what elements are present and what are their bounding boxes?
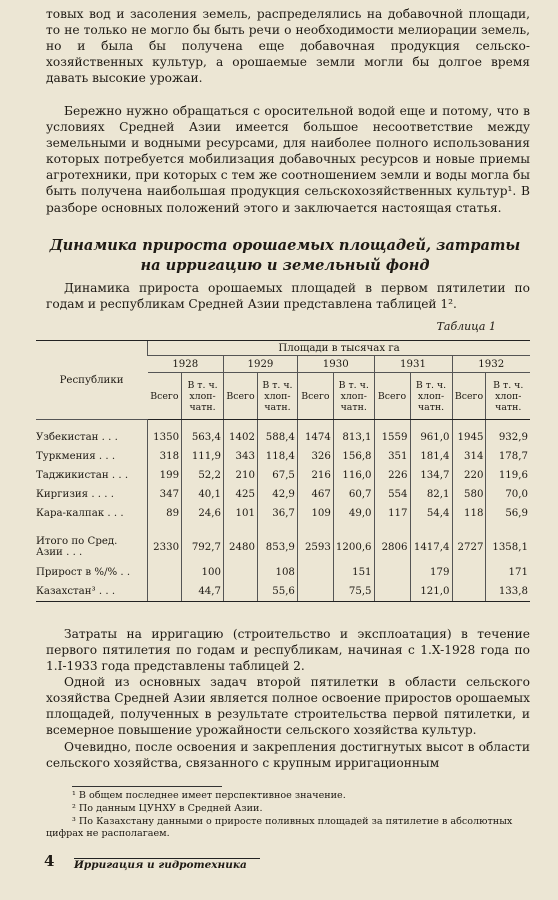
table-cell: 220 (452, 466, 486, 485)
table-cell: 178,7 (486, 447, 530, 466)
table-cell: 199 (148, 466, 182, 485)
table-cell (148, 563, 182, 582)
after-paragraph-2: Одной из основных задач второй пятилетки в области сельского хозяйства Средней Азии является полное освоение приростов орошаемых площадей, полученных в результате строительства первой пятилетки, и всемерное повышение урожайности сельского хозяйства культур. (46, 675, 530, 738)
table-cell: 1559 (374, 428, 410, 447)
table-cell: 314 (452, 447, 486, 466)
table-cell: 580 (452, 485, 486, 504)
table-cell: 117 (374, 504, 410, 523)
table-body (36, 420, 530, 602)
group-header: Площади в тысячах га (148, 341, 530, 356)
table-row (36, 531, 530, 563)
table-cell: 813,1 (333, 428, 374, 447)
table-cell: 56,9 (486, 504, 530, 523)
table-cell: 100 (182, 563, 224, 582)
table-cell: 2806 (374, 531, 410, 563)
sub-header-cotton: В т. ч. хлоп-чатн. (182, 373, 224, 420)
table-cell: 425 (224, 485, 258, 504)
table-cell: 156,8 (333, 447, 374, 466)
table-row (36, 447, 530, 466)
table-cell: 108 (257, 563, 297, 582)
table-cell: 216 (297, 466, 333, 485)
footnote-divider (72, 786, 222, 787)
table-cell: 121,0 (410, 582, 452, 602)
table-cell: 853,9 (257, 531, 297, 563)
sub-header-cotton: В т. ч. хлоп-чатн. (486, 373, 530, 420)
sub-header-total: Всего (297, 373, 333, 420)
sub-header-total: Всего (452, 373, 486, 420)
table-cell: 563,4 (182, 428, 224, 447)
table-cell: 347 (148, 485, 182, 504)
table-cell: 55,6 (257, 582, 297, 602)
table-cell (452, 582, 486, 602)
intro-paragraph-2: Бережно нужно обращаться с оросительной водой еще и потому, что в условиях Средней Азии имеется большое несоответствие между земельными и водными ресурсами, для наиболее полного использования которых потребуется мобилизация добавочных ресурсов и новые приемы агротехники, при которых с тем же соотношением земли и воды могла бы быть получена наибольшая продукция сельскохозяйственных культур¹. В разборе основных положений этого и заключается настоящая статья. (46, 104, 530, 215)
table-cell: 54,4 (410, 504, 452, 523)
table-cell: 118,4 (257, 447, 297, 466)
table-cell: 2480 (224, 531, 258, 563)
row-label: Туркмения . . . (36, 451, 116, 462)
after-paragraph-1: Затраты на ирригацию (строительство и эксплоатация) в течение первого пятилетия по годам и республикам, начиная с 1.X-1928 года по 1.I-1933 года представлены таблицей 2. (46, 627, 530, 674)
footnote-2: ² По данным ЦУНХУ в Средней Азии. (72, 803, 263, 814)
table-cell (224, 563, 258, 582)
table-intro-paragraph: Динамика прироста орошаемых площадей в первом пятилетии по годам и республикам Средней Азии представлена таблицей 1². (46, 281, 530, 312)
year-header: 1932 (452, 356, 530, 373)
table-cell: 89 (148, 504, 182, 523)
table-cell: 109 (297, 504, 333, 523)
table-cell: 1358,1 (486, 531, 530, 563)
sub-header-total: Всего (374, 373, 410, 420)
table-cell: 82,1 (410, 485, 452, 504)
table-cell: 44,7 (182, 582, 224, 602)
row-label: Таджикистан . . . (36, 470, 129, 481)
sub-header-total: Всего (224, 373, 258, 420)
table-cell: 326 (297, 447, 333, 466)
table-cell: 1350 (148, 428, 182, 447)
table-row (36, 563, 530, 582)
footnote-3: ³ По Казахстану данными о приросте поливных площадей за пятилетие в абсолютных цифрах не располагаем. (46, 816, 513, 839)
table-cell: 24,6 (182, 504, 224, 523)
journal-title: Ирригация и гидротехника (74, 858, 260, 871)
table-row (36, 466, 530, 485)
table-row (36, 485, 530, 504)
row-label: Киргизия . . . . (36, 489, 115, 500)
table-cell: 1417,4 (410, 531, 452, 563)
table-cell: 1402 (224, 428, 258, 447)
table-cell: 467 (297, 485, 333, 504)
table-cell: 133,8 (486, 582, 530, 602)
table-cell (148, 582, 182, 602)
row-label: Итого по Сред. Азии . . . (36, 536, 118, 558)
table-cell: 75,5 (333, 582, 374, 602)
table-cell: 52,2 (182, 466, 224, 485)
row-label: Кара-калпак . . . (36, 508, 124, 519)
footnote-1: ¹ В общем последнее имеет перспективное значение. (72, 790, 346, 801)
table-cell: 554 (374, 485, 410, 504)
irrigation-area-table (36, 340, 530, 602)
table-cell: 343 (224, 447, 258, 466)
table-cell: 961,0 (410, 428, 452, 447)
table-cell: 118 (452, 504, 486, 523)
table-cell (224, 582, 258, 602)
table-cell: 42,9 (257, 485, 297, 504)
table-cell: 70,0 (486, 485, 530, 504)
after-paragraph-3: Очевидно, после освоения и закрепления достигнутых высот в области сельского хозяйства, связанного с крупным ирригационным (46, 740, 530, 771)
year-header: 1929 (224, 356, 298, 373)
table-cell: 101 (224, 504, 258, 523)
table-cell: 2727 (452, 531, 486, 563)
table-cell: 111,9 (182, 447, 224, 466)
table-cell: 588,4 (257, 428, 297, 447)
table-row (36, 582, 530, 602)
table-cell: 226 (374, 466, 410, 485)
table-cell: 40,1 (182, 485, 224, 504)
year-header: 1931 (374, 356, 452, 373)
table-label: Таблица 1 (436, 320, 496, 333)
row-label: Прирост в %/% . . (36, 567, 131, 578)
table-cell: 1200,6 (333, 531, 374, 563)
table-cell (452, 563, 486, 582)
table-cell: 2330 (148, 531, 182, 563)
table-cell: 151 (333, 563, 374, 582)
table-cell: 351 (374, 447, 410, 466)
table-cell (297, 582, 333, 602)
table-cell: 134,7 (410, 466, 452, 485)
year-header: 1930 (297, 356, 374, 373)
row-header: Республики (36, 341, 148, 420)
sub-header-cotton: В т. ч. хлоп-чатн. (410, 373, 452, 420)
sub-header-cotton: В т. ч. хлоп-чатн. (333, 373, 374, 420)
table-cell: 181,4 (410, 447, 452, 466)
page-number: 4 (44, 852, 55, 870)
table-cell: 49,0 (333, 504, 374, 523)
table-cell: 210 (224, 466, 258, 485)
table-cell: 36,7 (257, 504, 297, 523)
sub-header-cotton: В т. ч. хлоп-чатн. (257, 373, 297, 420)
intro-paragraph-1: товых вод и засоления земель, распределялись на добавочной площади, то не только не могло бы быть речи о необходимости мелиорации земель, но и была бы получена еще добавочная продукция сельско-хозяйственных культур, а орошаемые земли могли бы долгое время давать высокие урожаи. (46, 7, 530, 86)
table-cell: 60,7 (333, 485, 374, 504)
table-cell: 792,7 (182, 531, 224, 563)
table-cell: 1945 (452, 428, 486, 447)
table-cell: 179 (410, 563, 452, 582)
table-cell: 116,0 (333, 466, 374, 485)
table-cell: 318 (148, 447, 182, 466)
table-cell: 171 (486, 563, 530, 582)
table-cell (374, 563, 410, 582)
table-cell: 67,5 (257, 466, 297, 485)
table-cell (374, 582, 410, 602)
table-cell: 1474 (297, 428, 333, 447)
table-cell: 932,9 (486, 428, 530, 447)
row-label: Узбекистан . . . (36, 432, 118, 443)
row-label: Казахстан³ . . . (36, 582, 148, 602)
table-cell (297, 563, 333, 582)
table-row (36, 428, 530, 447)
table-cell: 2593 (297, 531, 333, 563)
sub-header-total: Всего (148, 373, 182, 420)
table-cell: 119,6 (486, 466, 530, 485)
section-heading: Динамика прироста орошаемых площадей, затраты на ирригацию и земельный фонд (49, 237, 521, 274)
year-header: 1928 (148, 356, 224, 373)
table-row (36, 504, 530, 523)
